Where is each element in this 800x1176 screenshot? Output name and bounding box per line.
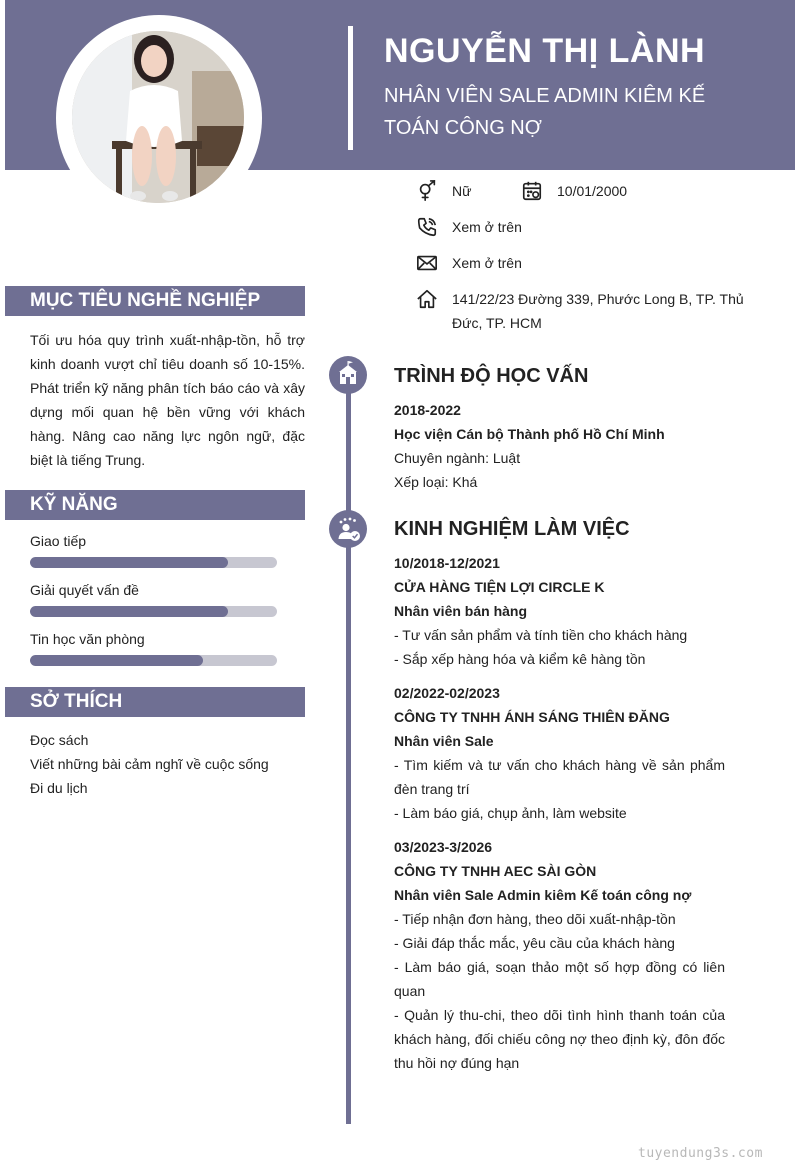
skill-bar-fill (30, 606, 228, 617)
skill-bar (30, 655, 277, 666)
job-task: - Sắp xếp hàng hóa và kiểm kê hàng tồn (394, 651, 646, 667)
contact-dob (521, 180, 627, 203)
hobby-item: Đi du lịch (30, 780, 88, 796)
avatar-photo (72, 31, 244, 203)
job-entry (394, 835, 725, 1075)
job-role: Nhân viên Sale (394, 733, 494, 749)
hobby-item: Đọc sách (30, 732, 89, 748)
hobbies-heading: SỞ THÍCH (5, 687, 305, 717)
skill-bar (30, 606, 277, 617)
watermark: tuyendung3s.com (638, 1146, 763, 1161)
experience-icon (329, 510, 367, 548)
gender-icon (416, 180, 438, 202)
job-company: CỬA HÀNG TIỆN LỢI CIRCLE K (394, 579, 605, 595)
candidate-title: NHÂN VIÊN SALE ADMIN KIÊM KẾ TOÁN CÔNG NỢ (384, 85, 706, 139)
job-task: - Tiếp nhận đơn hàng, theo dõi xuất-nhập-tồn (394, 911, 676, 927)
job-task: - Làm báo giá, chụp ảnh, làm website (394, 805, 627, 821)
skill-bar-fill (30, 557, 228, 568)
skill-bar (30, 557, 277, 568)
job-period: 10/2018-12/2021 (394, 555, 500, 571)
contact-email (416, 252, 522, 275)
skill-label: Giao tiếp (30, 533, 87, 549)
mail-icon (416, 252, 438, 274)
education-major: Chuyên ngành: Luật (394, 450, 521, 466)
job-task: - Giải đáp thắc mắc, yêu cầu của khách hàng (394, 935, 675, 951)
phone-icon (416, 216, 438, 238)
job-company: CÔNG TY TNHH AEC SÀI GÒN (394, 863, 597, 879)
header-divider (348, 26, 353, 150)
job-task: - Làm báo giá, soạn thảo một số hợp đồng có liên quan (394, 959, 725, 999)
dob-value: 10/01/2000 (557, 183, 628, 199)
job-task: - Tìm kiếm và tư vấn cho khách hàng về sản phẩm đèn trang trí (394, 757, 725, 797)
job-role: Nhân viên Sale Admin kiêm Kế toán công nợ (394, 887, 692, 903)
education-block (394, 398, 725, 494)
email-value: Xem ở trên (452, 255, 522, 271)
home-icon (416, 288, 438, 310)
objective-heading: MỤC TIÊU NGHỀ NGHIỆP (5, 286, 305, 316)
job-entry (394, 551, 725, 671)
job-period: 02/2022-02/2023 (394, 685, 500, 701)
school-icon (329, 356, 367, 394)
education-school: Học viện Cán bộ Thành phố Hồ Chí Minh (394, 426, 665, 442)
contact-gender (416, 180, 471, 203)
education-grade: Xếp loại: Khá (394, 474, 478, 490)
skills-heading: KỸ NĂNG (5, 490, 305, 520)
education-heading: TRÌNH ĐỘ HỌC VẤN (394, 365, 589, 387)
skill-bar-fill (30, 655, 203, 666)
objective-text: Tối ưu hóa quy trình xuất-nhập-tồn, hỗ trợ kinh doanh vượt chỉ tiêu doanh số 10-15%. Phát triển kỹ năng phân tích báo cáo và xây dựng mối quan hệ bền vững với khách hàng. Nâng cao năng lực ngôn ngữ, đặc biệt là tiếng Trung. (30, 332, 305, 468)
phone-value: Xem ở trên (452, 219, 522, 235)
avatar (72, 31, 244, 203)
contact-address (416, 288, 746, 335)
job-period: 03/2023-3/2026 (394, 839, 493, 855)
gender-value: Nữ (452, 183, 472, 199)
timeline-line (346, 376, 351, 1124)
skill-label: Giải quyết vấn đề (30, 582, 139, 598)
job-role: Nhân viên bán hàng (394, 603, 528, 619)
job-entry (394, 681, 725, 825)
hobbies-list (30, 728, 269, 800)
job-company: CÔNG TY TNHH ÁNH SÁNG THIÊN ĐĂNG (394, 709, 670, 725)
calendar-icon (521, 180, 543, 202)
experience-heading: KINH NGHIỆM LÀM VIỆC (394, 518, 630, 540)
education-period: 2018-2022 (394, 402, 461, 418)
contact-phone (416, 216, 522, 239)
job-task: - Tư vấn sản phẩm và tính tiền cho khách hàng (394, 627, 688, 643)
skill-label: Tin học văn phòng (30, 631, 145, 647)
candidate-name: NGUYỄN THỊ LÀNH (384, 32, 706, 70)
job-task: - Quản lý thu-chi, theo dõi tình hình thanh toán của khách hàng, đối chiếu công nợ theo định kỳ, đôn đốc thu hồi nợ đúng hạn (394, 1007, 725, 1071)
hobby-item: Viết những bài cảm nghĩ về cuộc sống (30, 756, 269, 772)
address-value: 141/22/23 Đường 339, Phước Long B, TP. Thủ Đức, TP. HCM (452, 291, 744, 331)
